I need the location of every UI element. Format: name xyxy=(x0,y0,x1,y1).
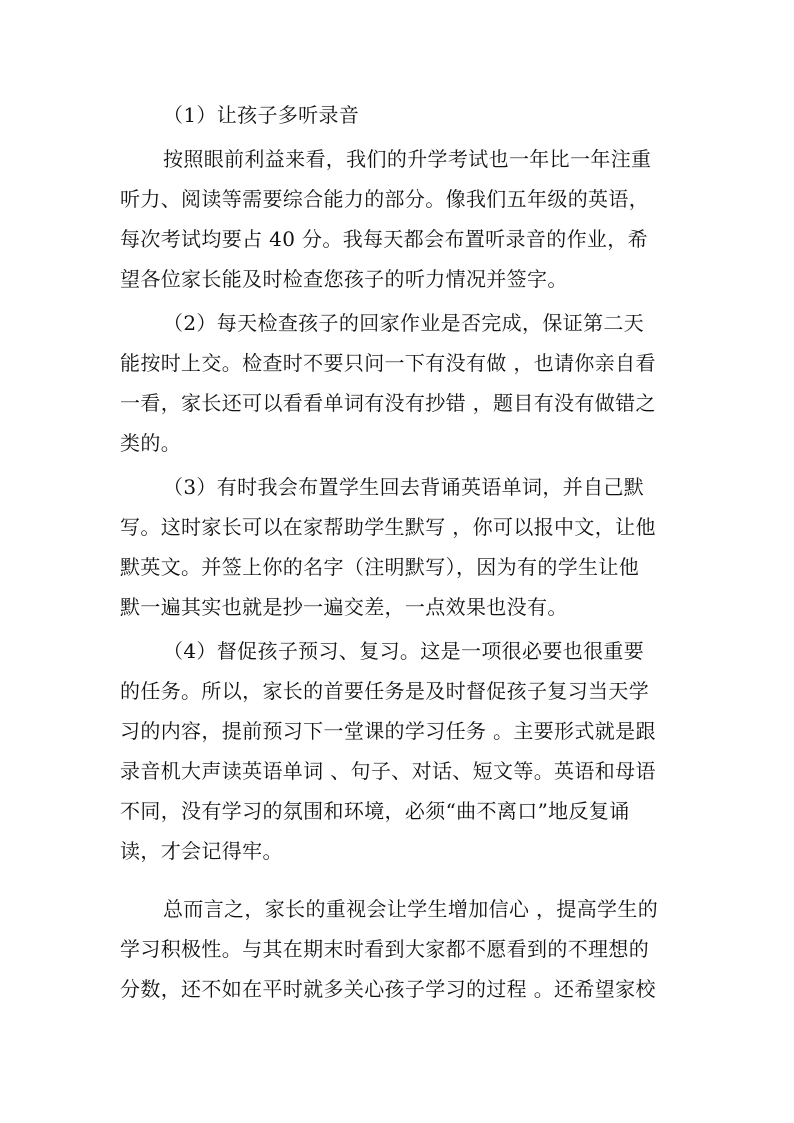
paragraph-line: 习的内容，提前预习下一堂课的学习任务 。主要形式就是跟 xyxy=(120,719,656,743)
paragraph-line: 按照眼前利益来看，我们的升学考试也一年比一年注重 xyxy=(163,147,652,171)
paragraph-line: （2）每天检查孩子的回家作业是否完成，保证第二天 xyxy=(163,311,645,335)
paragraph-line: 分数，还不如在平时就多关心孩子学习的过程 。还希望家校 xyxy=(120,977,656,1001)
subheading-1: （1）让孩子多听录音 xyxy=(163,103,360,127)
paragraph-line: 听力、阅读等需要综合能力的部分。像我们五年级的英语， xyxy=(120,187,650,211)
paragraph-line: 类的。 xyxy=(120,431,182,455)
paragraph-line: 不同，没有学习的氛围和环境，必须“曲不离口”地反复诵 xyxy=(120,799,630,823)
paragraph-line: 的任务。所以，家长的首要任务是及时督促孩子复习当天学 xyxy=(120,679,650,703)
paragraph-line: 学习积极性。与其在期末时看到大家都不愿看到的不理想的 xyxy=(120,937,650,961)
paragraph-line: 默英文。并签上你的名字（注明默写），因为有的学生让他 xyxy=(120,555,640,579)
paragraph-line: 录音机大声读英语单词 、句子、对话、短文等。英语和母语 xyxy=(120,759,656,783)
paragraph-line: 读，才会记得牢。 xyxy=(120,839,283,863)
paragraph-line: 写。这时家长可以在家帮助学生默写 ，你可以报中文，让他 xyxy=(120,515,656,539)
paragraph-line: 能按时上交。检查时不要只问一下有没有做 ，也请你亲自看 xyxy=(120,351,656,375)
paragraph-line: （3）有时我会布置学生回去背诵英语单词，并自己默 xyxy=(163,475,645,499)
paragraph-line: 望各位家长能及时检查您孩子的听力情况并签字。 xyxy=(120,267,568,291)
paragraph-line: 每次考试均要占 40 分。我每天都会布置听录音的作业，希 xyxy=(120,227,648,251)
paragraph-line: 总而言之，家长的重视会让学生增加信心 ，提高学生的 xyxy=(163,897,659,921)
paragraph-line: 默一遍其实也就是抄一遍交差，一点效果也没有。 xyxy=(120,595,568,619)
paragraph-line: （4）督促孩子预习、复习。这是一项很必要也很重要 xyxy=(163,639,645,663)
paragraph-line: 一看，家长还可以看看单词有没有抄错 ，题目有没有做错之 xyxy=(120,391,656,415)
